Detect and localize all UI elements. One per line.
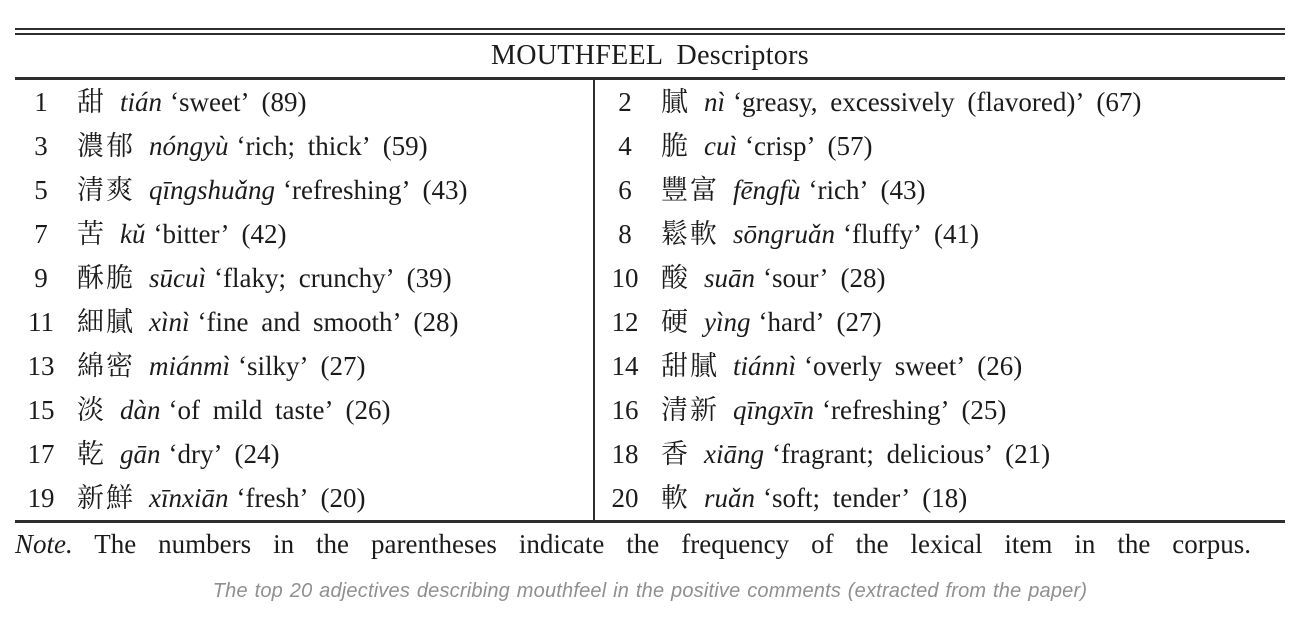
english-gloss: ‘fragrant; delicious’ [772,439,994,469]
descriptor-cell [15,212,593,256]
pinyin: tiánnì [733,351,797,381]
descriptor-cell [15,300,593,344]
chinese-term: 膩 [661,87,690,117]
frequency-count: (43) [422,175,468,205]
pinyin: miánmì [149,351,230,381]
rank-number: 8 [618,219,632,249]
frequency-count: (28) [413,307,459,337]
chinese-term: 清新 [661,395,719,425]
table-row [15,300,1285,344]
rank-number: 16 [611,395,639,425]
chinese-term: 清爽 [77,175,135,205]
descriptor-cell [15,80,593,124]
table-row [15,476,1285,520]
descriptor-table [15,28,1285,564]
frequency-count: (24) [234,439,280,469]
english-gloss: ‘dry’ [168,439,223,469]
table-title: MOUTHFEEL Descriptors [15,35,1285,80]
rank-number: 1 [34,87,48,117]
frequency-count: (42) [241,219,287,249]
pinyin: dàn [120,395,161,425]
rank-number: 12 [611,307,639,337]
rank-number: 17 [27,439,55,469]
pinyin: sūcuì [149,263,206,293]
table-row [15,168,1285,212]
rank-number: 6 [618,175,632,205]
chinese-term: 乾 [77,439,106,469]
rank-number: 4 [618,131,632,161]
chinese-term: 脆 [661,131,690,161]
rank-number: 7 [34,219,48,249]
frequency-count: (67) [1096,87,1142,117]
english-gloss: ‘hard’ [758,307,825,337]
rank-number: 14 [611,351,639,381]
english-gloss: ‘soft; tender’ [763,483,911,513]
rank-number: 13 [27,351,55,381]
frequency-count: (41) [934,219,979,249]
frequency-count: (89) [261,87,307,117]
descriptor-cell [593,300,1285,344]
frequency-count: (26) [345,395,391,425]
frequency-count: (59) [382,131,428,161]
rank-number: 15 [27,395,55,425]
table-row [15,124,1285,168]
frequency-count: (57) [827,131,873,161]
table-row [15,344,1285,388]
table-row [15,256,1285,300]
frequency-count: (21) [1005,439,1051,469]
chinese-term: 苦 [77,219,106,249]
rank-number: 9 [34,263,48,293]
frequency-count: (27) [836,307,882,337]
frequency-count: (20) [320,483,366,513]
table-row [15,388,1285,432]
pinyin: xīnxiān [149,483,229,513]
pinyin: fēngfù [733,175,801,205]
pinyin: qīngxīn [733,395,814,425]
chinese-term: 甜 [77,87,106,117]
english-gloss: ‘flaky; crunchy’ [214,263,395,293]
frequency-count: (43) [880,175,926,205]
chinese-term: 鬆軟 [661,219,719,249]
rank-number: 10 [611,263,639,293]
descriptor-cell [15,388,593,432]
table-row [15,80,1285,124]
descriptor-cell [593,168,1285,212]
rank-number: 19 [27,483,55,513]
english-gloss: ‘rich; thick’ [236,131,371,161]
english-gloss: ‘crisp’ [745,131,816,161]
chinese-term: 綿密 [77,351,135,381]
chinese-term: 香 [661,439,690,469]
english-gloss: ‘bitter’ [153,219,230,249]
chinese-term: 新鮮 [77,483,135,513]
chinese-term: 酸 [661,263,690,293]
descriptor-cell [593,432,1285,476]
chinese-term: 濃郁 [77,131,135,161]
chinese-term: 硬 [661,307,690,337]
frequency-count: (26) [977,351,1023,381]
note-text: The numbers in the parentheses indicate the frequency of the lexical item in the corpus. [94,529,1251,559]
pinyin: nì [704,87,726,117]
descriptor-cell [15,476,593,520]
english-gloss: ‘greasy, excessively (flavored)’ [733,87,1085,117]
table-top-double-rule [15,28,1285,35]
descriptor-cell [15,124,593,168]
descriptor-cell [15,256,593,300]
descriptor-cell [15,344,593,388]
descriptor-cell [593,388,1285,432]
rank-number: 11 [28,307,54,337]
chinese-term: 酥脆 [77,263,135,293]
table-row [15,212,1285,256]
english-gloss: ‘silky’ [238,351,309,381]
descriptor-cell [593,212,1285,256]
frequency-count: (18) [922,483,968,513]
descriptor-cell [593,476,1285,520]
english-gloss: ‘fine and smooth’ [197,307,402,337]
table-row [15,432,1285,476]
descriptor-cell [593,344,1285,388]
frequency-count: (27) [320,351,366,381]
table-note [15,524,1251,564]
table-body [15,80,1285,523]
english-gloss: ‘fluffy’ [843,219,922,249]
pinyin: yìng [704,307,751,337]
chinese-term: 甜膩 [661,351,719,381]
pinyin: suān [704,263,756,293]
rank-number: 3 [34,131,48,161]
pinyin: xìnì [149,307,190,337]
english-gloss: ‘fresh’ [236,483,309,513]
figure-caption: The top 20 adjectives describing mouthfeel in the positive comments (extracted from the paper) [212,580,1088,602]
pinyin: kǔ [120,219,146,249]
rank-number: 5 [34,175,48,205]
pinyin: nóngyù [149,131,229,161]
pinyin: sōngruǎn [733,219,836,249]
english-gloss: ‘refreshing’ [283,175,411,205]
note-label: Note. [15,529,73,559]
rank-number: 18 [611,439,639,469]
pinyin: tián [120,87,163,117]
descriptor-cell [593,80,1285,124]
pinyin: gān [120,439,161,469]
english-gloss: ‘refreshing’ [822,395,950,425]
chinese-term: 細膩 [77,307,135,337]
descriptor-cell [593,124,1285,168]
frequency-count: (25) [961,395,1007,425]
pinyin: ruǎn [704,483,756,513]
chinese-term: 豐富 [661,175,719,205]
rank-number: 2 [618,87,632,117]
descriptor-cell [593,256,1285,300]
pinyin: qīngshuǎng [149,175,276,205]
chinese-term: 淡 [77,395,106,425]
english-gloss: ‘of mild taste’ [168,395,334,425]
chinese-term: 軟 [661,483,690,513]
descriptor-cell [15,432,593,476]
pinyin: xiāng [704,439,764,469]
rank-number: 20 [611,483,639,513]
english-gloss: ‘sweet’ [170,87,250,117]
frequency-count: (28) [840,263,886,293]
english-gloss: ‘sour’ [763,263,829,293]
pinyin: cuì [704,131,737,161]
english-gloss: ‘overly sweet’ [804,351,966,381]
frequency-count: (39) [406,263,452,293]
descriptor-cell [15,168,593,212]
english-gloss: ‘rich’ [808,175,869,205]
